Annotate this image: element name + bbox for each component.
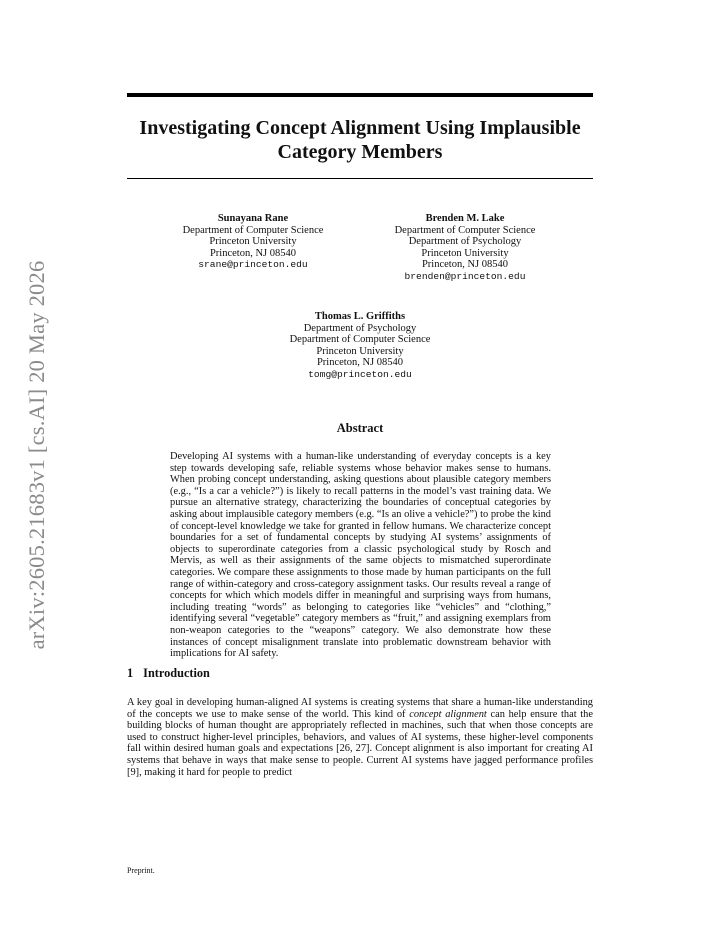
title-rule-bottom (127, 178, 593, 179)
author-block (278, 311, 442, 381)
author-email[interactable]: tomg@princeton.edu (308, 368, 412, 380)
footer-note: Preprint. (127, 866, 155, 875)
author-name: Thomas L. Griffiths (314, 311, 406, 322)
intro-text: can help ensure that the building blocks of human thought are appropriately reflected in machines, such that when those concepts are used to construct higher-level principles, behaviors, and values of AI systems, these higher-level components fall within desired human goals and expectations [26, 27]. Concept alignment is also important for creating AI systems that behave in ways that make sense to people. Current AI systems have jagged performance profiles [9], making it hard for people to predict (127, 708, 593, 778)
section-heading (127, 666, 210, 681)
author-affiliation: Princeton, NJ 08540 (209, 247, 297, 259)
author-affiliation: Department of Psychology (303, 322, 417, 334)
author-affiliation: Princeton University (209, 236, 297, 248)
intro-text: A key goal in developing human-aligned AI systems is creating systems that share a human-like understanding of the concepts we use to make sense of the world. This kind of (127, 697, 593, 720)
section-number: 1 (127, 666, 134, 680)
arxiv-identifier (22, 260, 52, 650)
author-affiliation: Princeton, NJ 08540 (421, 259, 509, 271)
abstract-body: Developing AI systems with a human-like understanding of everyday concepts is a key step towards developing safe, reliable systems whose behavior makes sense to humans. When probing concept understanding, asking questions about plausible category members (e.g., “Is a car a vehicle?”) is likely to recall patterns in the model’s vast training data. We pursue an alternative strategy, characterizing the boundaries of conceptual categories by asking about implausible category members (e.g. “Is an olive a vehicle?”) to probe the kind of concept-level knowledge we take for granted in fellow humans. We characterize concept boundaries for a set of fundamental concepts by studying AI systems’ assignments of objects to superordinate categories from a classic psychological study by Rosch and Mervis, as well as their assignments of the same objects to mismatched superordinate categories. We compare these assignments to those made by human participants on the full range of within-category and cross-category assignment tasks. Our results reveal a range of concepts for which which models differ in meaningful and surprising ways from humans, including treating “words” as belonging to categories like “vehicles” and “clothing,” identifying several “vegetable” category members as “fruit,” and assigning exemplars from non-weapon categories to the “weapons” category. We also demonstrate how these instances of concept misalignment translate into problematic downstream behavior with implications for AI safety. (170, 451, 551, 660)
intro-paragraph (127, 697, 593, 778)
author-affiliation: Department of Computer Science (289, 334, 431, 346)
author-affiliation: Department of Computer Science (182, 224, 324, 236)
author-email[interactable]: srane@princeton.edu (198, 259, 308, 271)
author-affiliation: Princeton University (316, 345, 404, 357)
section-title: Introduction (143, 666, 210, 680)
author-email[interactable]: brenden@princeton.edu (404, 270, 526, 282)
author-affiliation: Department of Psychology (408, 236, 522, 248)
author-affiliation: Princeton, NJ 08540 (316, 357, 404, 369)
author-affiliation: Department of Computer Science (394, 224, 536, 236)
title-rule-top (127, 93, 593, 97)
author-name: Sunayana Rane (217, 213, 289, 224)
author-name: Brenden M. Lake (425, 213, 505, 224)
abstract-heading: Abstract (336, 421, 384, 435)
intro-emphasis: concept alignment (409, 708, 487, 720)
author-affiliation: Princeton University (421, 247, 509, 259)
paper-title: Investigating Concept Alignment Using Implausible Category Members (139, 117, 581, 163)
arxiv-identifier-text: arXiv:2605.21683v1 [cs.AI] 20 May 2026 (24, 260, 49, 650)
author-block (170, 213, 336, 271)
author-block (384, 213, 546, 283)
